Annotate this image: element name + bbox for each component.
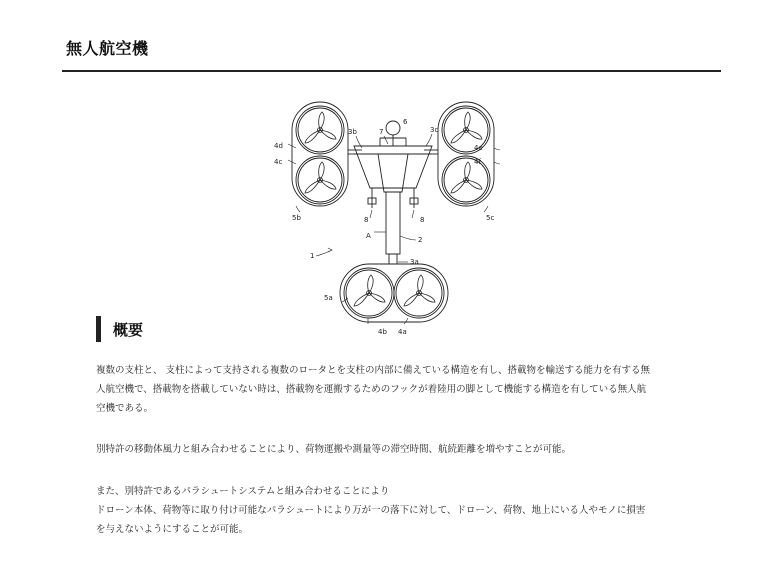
- label-6: 6: [403, 118, 408, 126]
- label-4b: 4b: [378, 328, 387, 336]
- label-5b: 5b: [292, 214, 301, 222]
- paragraph-line: 人航空機で、搭載物を搭載していない時は、搭載物を運搬するためのフックが着陸用の脚として機能する構造を有している無人航: [96, 384, 647, 395]
- patent-figure: [262, 96, 495, 346]
- drone-body: [354, 146, 432, 188]
- label-1: 1: [310, 252, 315, 260]
- overview-paragraph-2: [96, 440, 696, 459]
- paragraph-line: 空機である。: [96, 403, 154, 414]
- page-title: 無人航空機: [66, 39, 149, 58]
- label-4c: 4c: [274, 158, 283, 166]
- label-4a: 4a: [398, 328, 407, 336]
- label-8-left: 8: [364, 216, 369, 224]
- drone-drawing: [262, 96, 495, 346]
- overview-paragraph-1: [96, 361, 696, 418]
- paragraph-line: また、別特許であるパラシュートシステムと組み合わせることにより: [96, 486, 390, 497]
- paragraph-line: 複数の支柱と、 支柱によって支持される複数のロータとを支柱の内部に備えている構造を有し、搭載物を輸送する能力を有する無: [96, 365, 651, 376]
- sensor-6: [386, 121, 400, 135]
- section-title: 概要: [113, 320, 144, 339]
- paragraph-line: を与えないようにすることが可能。: [96, 524, 249, 535]
- label-5c: 5c: [486, 214, 495, 222]
- label-8-right: 8: [420, 216, 425, 224]
- label-4e: 4e: [474, 144, 483, 152]
- label-A: A: [366, 232, 371, 240]
- label-3b: 3b: [348, 128, 357, 136]
- label-4f: 4f: [474, 158, 481, 166]
- label-7: 7: [379, 128, 384, 136]
- paragraph-line: ドローン本体、荷物等に取り付け可能なパラシュートにより万が一の落下に対して、ドローン、荷物、地上にいる人やモノに損害: [96, 505, 646, 516]
- overview-heading: [96, 316, 143, 342]
- title-divider: [62, 70, 721, 72]
- label-4d: 4d: [274, 142, 283, 150]
- label-3c: 3c: [430, 126, 439, 134]
- label-2: 2: [418, 236, 423, 244]
- label-5a: 5a: [324, 294, 333, 302]
- label-3a: 3a: [410, 258, 419, 266]
- heading-accent-bar: [96, 316, 101, 342]
- paragraph-line: 別特許の移動体風力と組み合わせることにより、荷物運搬や測量等の滞空時間、航続距離を増やすことが可能。: [96, 444, 572, 455]
- mast-2: [386, 192, 400, 254]
- overview-paragraph-3: [96, 482, 696, 539]
